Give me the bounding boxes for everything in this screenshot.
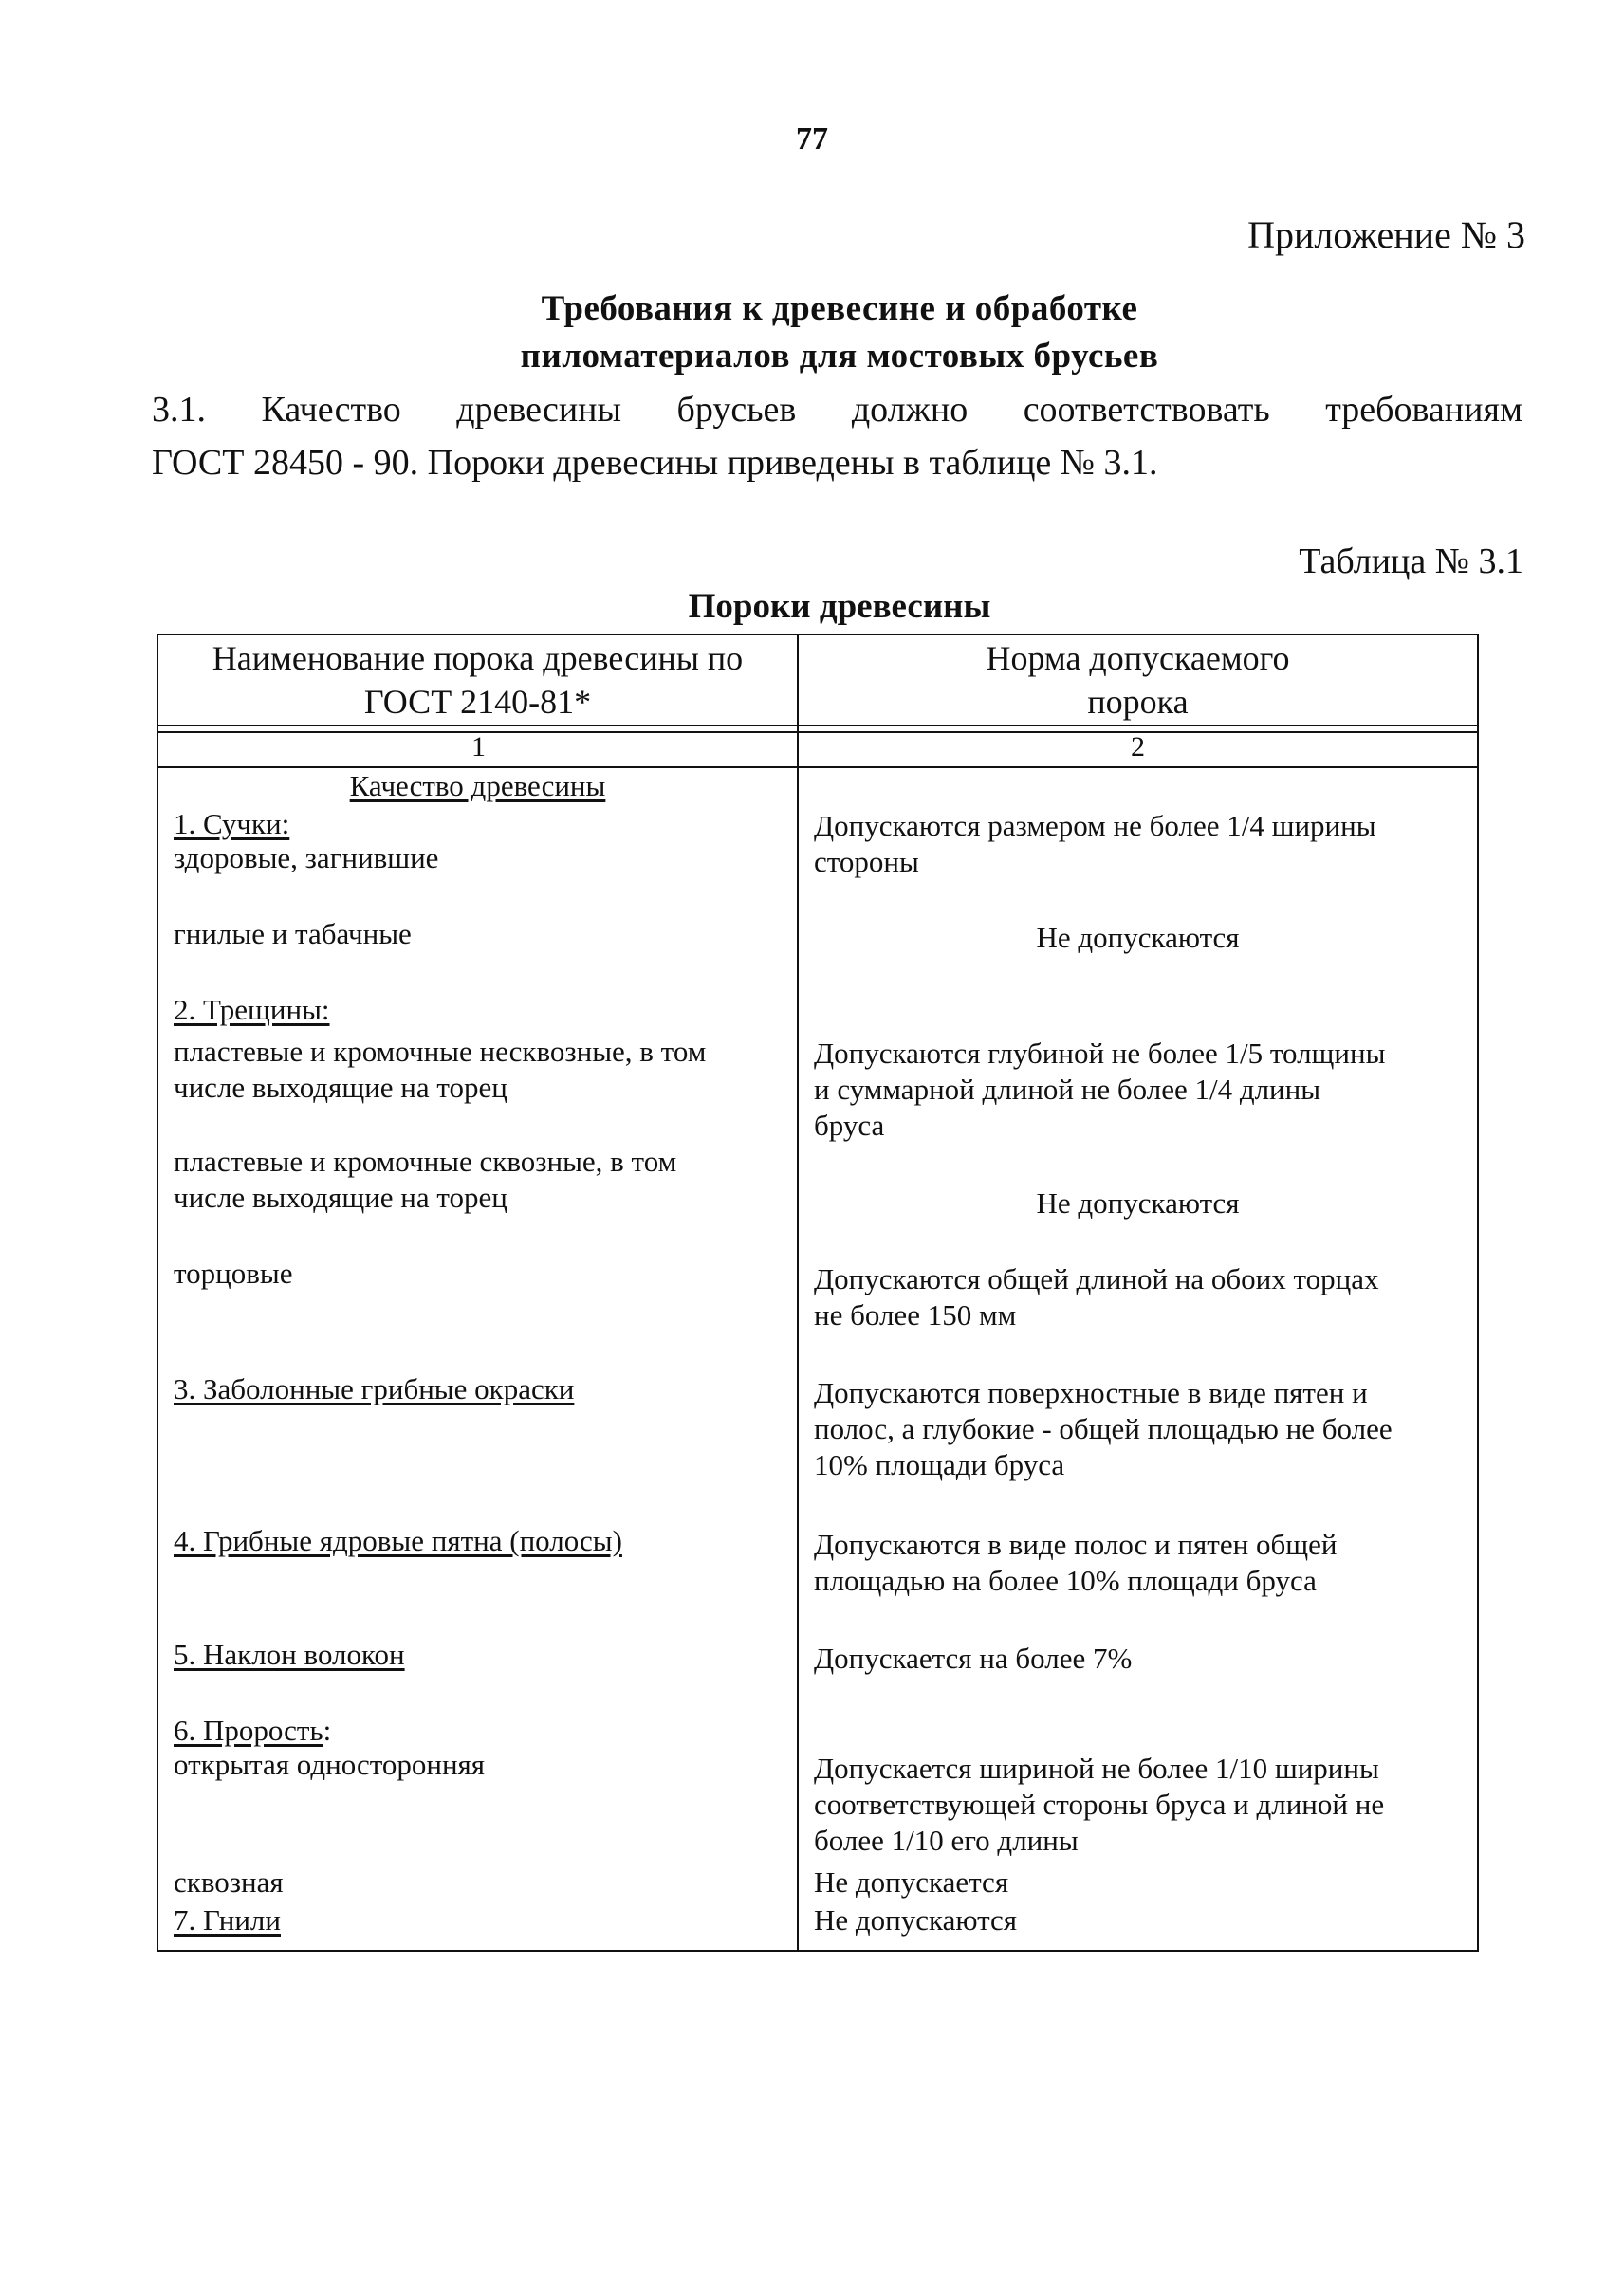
cracks-through-line1: пластевые и кромочные сквозные, в том (174, 1145, 677, 1178)
header-defect-name-line1: Наименование порока древесины по (212, 639, 744, 677)
header-defect-name (158, 636, 797, 724)
knots-rotten-norm: Не допускаются (1036, 921, 1240, 954)
sap-stain: 3. Заболонные грибные окраски (174, 1372, 575, 1405)
knots-healthy-norm-line1: Допускаются размером не более 1/4 ширины (814, 809, 1376, 842)
bark-pocket-colon: : (323, 1714, 332, 1747)
heart-stain-norm-line1: Допускаются в виде полос и пятен общей (814, 1528, 1338, 1561)
table-number: Таблица № 3.1 (1299, 542, 1523, 581)
rot-norm: Не допускаются (814, 1903, 1018, 1937)
header-defect-name-line2: ГОСТ 2140-81* (363, 683, 592, 721)
column-number-1: 1 (471, 731, 486, 762)
appendix-label: Приложение № 3 (1247, 213, 1525, 256)
page-number: 77 (796, 121, 828, 156)
cracks-blind-norm-line3: бруса (814, 1109, 885, 1142)
cracks-blind-line1: пластевые и кромочные несквозные, в том (174, 1035, 707, 1068)
cracks-through-norm: Не допускаются (1036, 1186, 1240, 1220)
cracks-blind-norm-line1: Допускаются глубиной не более 1/5 толщины (814, 1037, 1386, 1070)
header-allowed-norm-line2: порока (1087, 683, 1189, 721)
bark-pocket-open-norm-line2: соответствующей стороны бруса и длиной не (814, 1788, 1385, 1821)
document-title-line2: пиломатериалов для мостовых брусьев (520, 337, 1159, 376)
sap-stain-norm-line2: полос, а глубокие - общей площадью не более (814, 1412, 1393, 1445)
sap-stain-norm-line1: Допускаются поверхностные в виде пятен и (814, 1376, 1368, 1409)
cracks-through-line2: числе выходящие на торец (174, 1181, 508, 1214)
knots-rotten: гнилые и табачные (174, 917, 412, 950)
heart-stain: 4. Грибные ядровые пятна (полосы) (174, 1524, 622, 1557)
document-title-line1: Требования к древесине и обработке (541, 289, 1138, 328)
cracks-end-norm-line1: Допускаются общей длиной на обоих торцах (814, 1262, 1379, 1295)
intro-paragraph-line2: ГОСТ 28450 - 90. Пороки древесины приведены в таблице № 3.1. (152, 443, 1158, 483)
sap-stain-norm-line3: 10% площади бруса (814, 1448, 1065, 1481)
bark-pocket-open-norm-line1: Допускается шириной не более 1/10 ширины (814, 1752, 1379, 1785)
cracks-title: 2. Трещины: (174, 993, 330, 1026)
bark-pocket-open-norm-line3: более 1/10 его длины (814, 1824, 1079, 1857)
cracks-blind-line2: числе выходящие на торец (174, 1071, 508, 1104)
table-caption: Пороки древесины (688, 587, 991, 626)
table-column-divider (797, 634, 799, 1952)
cracks-end: торцовые (174, 1257, 293, 1290)
slope-of-grain: 5. Наклон волокон (174, 1638, 405, 1671)
knots-healthy-norm-line2: стороны (814, 845, 919, 878)
slope-of-grain-norm: Допускается на более 7% (814, 1642, 1133, 1675)
header-allowed-norm (799, 636, 1477, 724)
bark-pocket-title (174, 1713, 331, 1749)
intro-paragraph-line1: 3.1. Качество древесины брусьев должно соответствовать требованиям (152, 390, 1522, 430)
rot: 7. Гнили (174, 1903, 281, 1937)
knots-healthy: здоровые, загнившие (174, 841, 439, 874)
bark-pocket-title-text: 6. Прорость (174, 1714, 323, 1747)
bark-pocket-through-norm: Не допускается (814, 1865, 1009, 1899)
cracks-end-norm-line2: не более 150 мм (814, 1298, 1017, 1332)
header-allowed-norm-line1: Норма допускаемого (986, 639, 1290, 677)
bark-pocket-open: открытая односторонняя (174, 1748, 486, 1781)
column-number-2: 2 (1131, 731, 1145, 762)
bark-pocket-through: сквозная (174, 1865, 284, 1899)
heart-stain-norm-line2: площадью на более 10% площади бруса (814, 1564, 1317, 1597)
knots-title: 1. Сучки: (174, 807, 290, 840)
cracks-blind-norm-line2: и суммарной длиной не более 1/4 длины (814, 1073, 1321, 1106)
table-header-divider (157, 725, 1479, 726)
section-heading: Качество древесины (349, 769, 606, 802)
